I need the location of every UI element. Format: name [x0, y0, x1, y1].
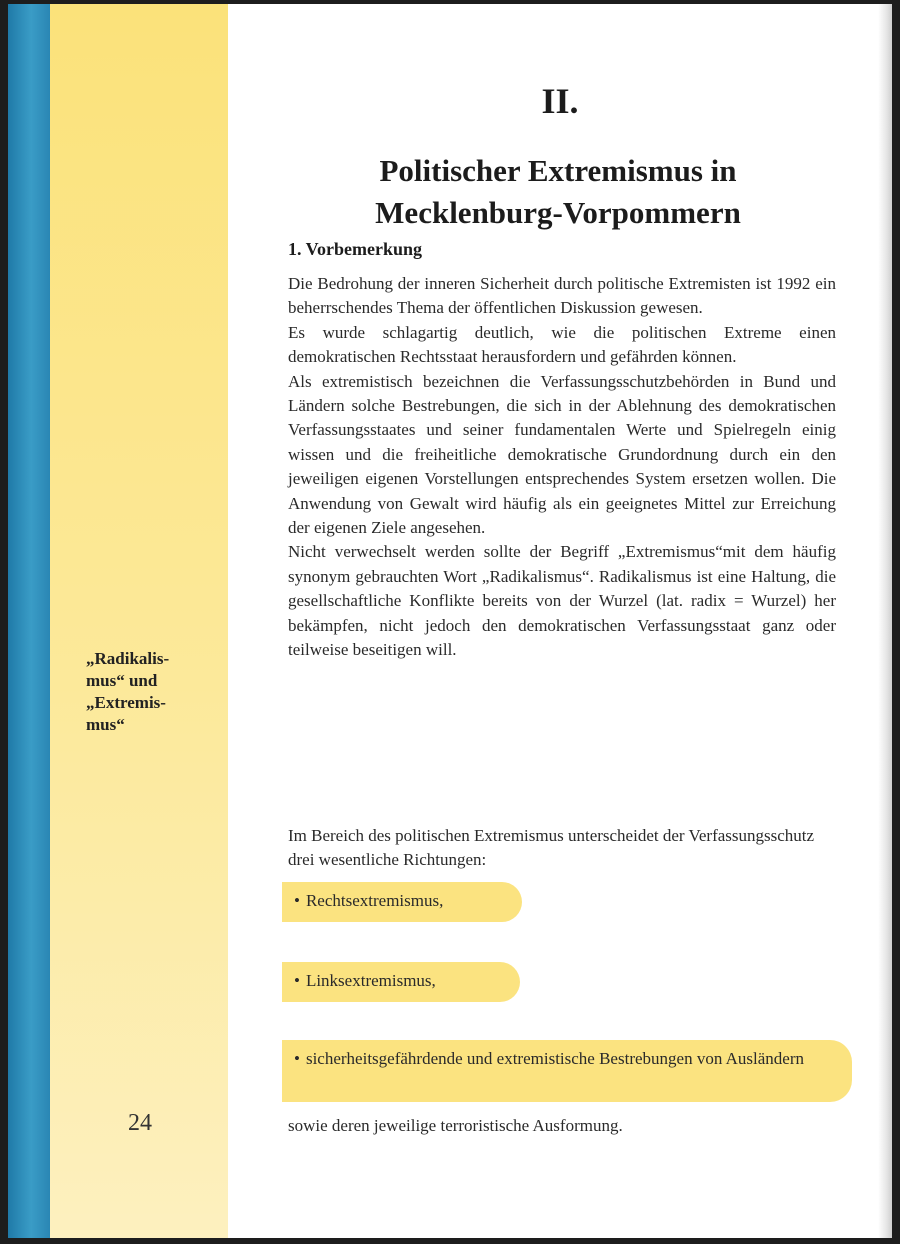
paragraph-4: Nicht verwechselt werden sollte der Begriff „Extremismus“mit dem häufig synonym gebrauchten Wort „Radikalismus“. Radikalismus ist eine Haltung, die gesellschaftliche Konflikte bereits von der Wurzel (lat. radix = Wurzel) her bekämpfen, nicht jedoch den demokratischen Verfassungsstaat ganz oder teilweise beseitigen will.	[288, 542, 836, 660]
section-heading: 1. Vorbemerkung	[288, 239, 423, 259]
margin-note-line: mus“	[86, 715, 125, 734]
margin-note-line: „Extremis-	[86, 693, 166, 712]
page-edge-shadow	[878, 4, 892, 1238]
margin-note	[86, 648, 216, 736]
yellow-margin-band	[50, 4, 228, 1238]
paragraph-3: Als extremistisch bezeichnen die Verfassungsschutzbehörden in Bund und Ländern solche Bestrebungen, die sich in der Ablehnung des demokratischen Verfassungsstaates und seiner fundamentalen Werte und Spielregeln einig wissen und die freiheitliche demokratische Grundordnung durch ein den jeweiligen eigenen Vorstellungen entsprechendes System ersetzen wollen. Die Anwendung von Gewalt wird häufig als ein geeignetes Mittel zur Erreichung der eigenen Ziele angesehen.	[288, 371, 836, 538]
blue-margin-stripe	[8, 4, 50, 1238]
list-item-text: Linksextremismus,	[305, 971, 436, 990]
page-title	[278, 150, 838, 234]
list-intro: Im Bereich des politischen Extremismus unterscheidet der Verfassungsschutz drei wesentliche Richtungen:	[288, 826, 815, 870]
list-item-text: sicherheitsgefährdende und extremistische Bestrebungen von Ausländern	[305, 1049, 804, 1068]
title-line-1: Politischer Extremismus in	[379, 153, 737, 188]
title-line-2: Mecklenburg-Vorpommern	[375, 195, 741, 230]
bullet-icon: •	[294, 971, 300, 990]
page-number: 24	[128, 1110, 152, 1136]
bullet-icon: •	[294, 891, 300, 910]
list-item	[282, 962, 520, 1002]
chapter-number: II.	[541, 81, 579, 121]
list-item	[282, 882, 522, 922]
document-page	[8, 4, 892, 1238]
bullet-icon: •	[294, 1049, 300, 1068]
body-text	[288, 272, 836, 663]
closing-sentence: sowie deren jeweilige terroristische Ausformung.	[288, 1116, 623, 1135]
paragraph-1: Die Bedrohung der inneren Sicherheit durch politische Extremisten ist 1992 ein beherrschendes Thema der öffentlichen Diskussion gewesen.	[288, 274, 836, 318]
margin-note-line: mus“ und	[86, 671, 158, 690]
paragraph-2: Es wurde schlagartig deutlich, wie die politischen Extreme einen demokratischen Rechtsstaat herausfordern und gefährden können.	[288, 322, 836, 367]
list-item	[282, 1040, 852, 1102]
margin-note-line: „Radikalis-	[86, 649, 170, 668]
list-item-text: Rechtsextremismus,	[305, 891, 444, 910]
